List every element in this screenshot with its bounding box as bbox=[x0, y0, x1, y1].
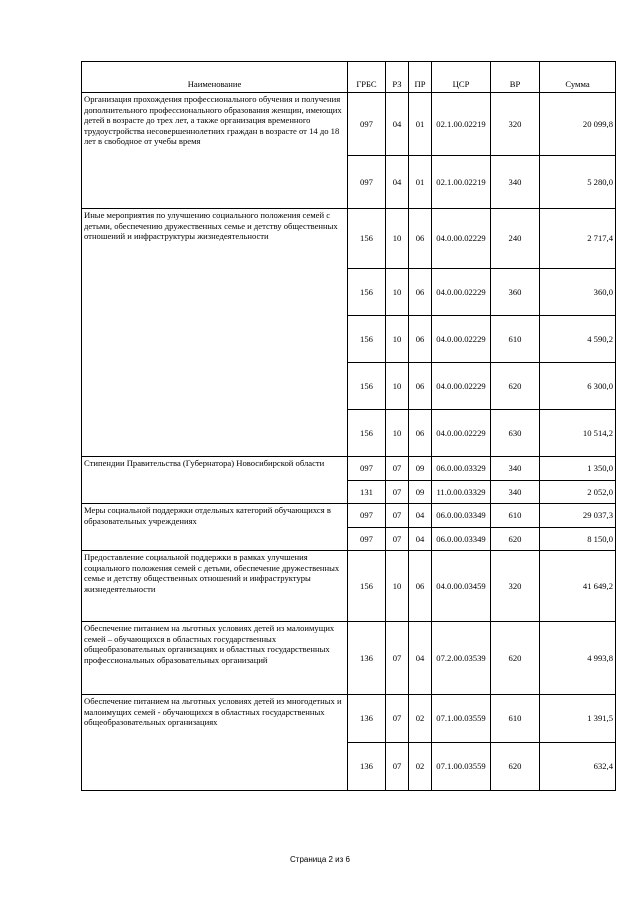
header-vr: ВР bbox=[491, 62, 540, 93]
cell-vr: 620 bbox=[491, 528, 540, 551]
cell-sum: 360,0 bbox=[540, 269, 616, 316]
cell-rz: 10 bbox=[386, 363, 409, 410]
cell-vr: 620 bbox=[491, 743, 540, 791]
cell-sum: 20 099,8 bbox=[540, 93, 616, 156]
cell-sum: 4 590,2 bbox=[540, 316, 616, 363]
cell-vr: 620 bbox=[491, 363, 540, 410]
cell-csr: 07.2.00.03539 bbox=[432, 622, 491, 695]
header-sum: Сумма bbox=[540, 62, 616, 93]
cell-sum: 1 391,5 bbox=[540, 695, 616, 743]
cell-sum: 1 350,0 bbox=[540, 457, 616, 481]
cell-sum: 632,4 bbox=[540, 743, 616, 791]
cell-grbs: 136 bbox=[348, 695, 386, 743]
cell-vr: 630 bbox=[491, 410, 540, 457]
cell-grbs: 136 bbox=[348, 743, 386, 791]
cell-pr: 09 bbox=[409, 457, 432, 481]
cell-pr: 04 bbox=[409, 528, 432, 551]
header-row bbox=[82, 62, 616, 93]
cell-grbs: 097 bbox=[348, 93, 386, 156]
row-name-cell: Стипендии Правительства (Губернатора) Новосибирской области bbox=[82, 457, 348, 504]
cell-pr: 06 bbox=[409, 363, 432, 410]
cell-pr: 06 bbox=[409, 410, 432, 457]
cell-grbs: 097 bbox=[348, 156, 386, 209]
cell-sum: 5 280,0 bbox=[540, 156, 616, 209]
cell-vr: 620 bbox=[491, 622, 540, 695]
cell-csr: 06.0.00.03329 bbox=[432, 457, 491, 481]
cell-rz: 10 bbox=[386, 316, 409, 363]
cell-vr: 320 bbox=[491, 551, 540, 622]
row-name-cell: Меры социальной поддержки отдельных категорий обучающихся в образовательных учреждениях bbox=[82, 504, 348, 551]
cell-rz: 10 bbox=[386, 551, 409, 622]
cell-sum: 41 649,2 bbox=[540, 551, 616, 622]
cell-rz: 07 bbox=[386, 457, 409, 481]
cell-csr: 06.0.00.03349 bbox=[432, 504, 491, 528]
cell-pr: 01 bbox=[409, 93, 432, 156]
cell-rz: 04 bbox=[386, 156, 409, 209]
cell-grbs: 156 bbox=[348, 551, 386, 622]
table-row bbox=[82, 551, 616, 622]
cell-vr: 610 bbox=[491, 695, 540, 743]
budget-table bbox=[81, 61, 616, 791]
cell-csr: 02.1.00.02219 bbox=[432, 93, 491, 156]
cell-sum: 10 514,2 bbox=[540, 410, 616, 457]
cell-grbs: 097 bbox=[348, 457, 386, 481]
cell-pr: 06 bbox=[409, 269, 432, 316]
header-name: Наименование bbox=[82, 62, 348, 93]
cell-grbs: 156 bbox=[348, 209, 386, 269]
cell-pr: 04 bbox=[409, 504, 432, 528]
row-name-cell: Организация прохождения профессионального обучения и получения дополнительного профессионального образования женщин, имеющих детей в возрасте до трех лет, а также организация временного трудоустройства несовершеннолетних граждан в возрасте от 14 до 18 лет в свободное от учебы время bbox=[82, 93, 348, 209]
table-body bbox=[82, 93, 616, 791]
cell-csr: 04.0.00.03459 bbox=[432, 551, 491, 622]
cell-pr: 02 bbox=[409, 743, 432, 791]
cell-pr: 06 bbox=[409, 551, 432, 622]
cell-pr: 04 bbox=[409, 622, 432, 695]
header-rz: РЗ bbox=[386, 62, 409, 93]
cell-pr: 02 bbox=[409, 695, 432, 743]
cell-rz: 07 bbox=[386, 743, 409, 791]
header-csr: ЦСР bbox=[432, 62, 491, 93]
cell-sum: 4 993,8 bbox=[540, 622, 616, 695]
cell-csr: 04.0.00.02229 bbox=[432, 209, 491, 269]
cell-vr: 340 bbox=[491, 481, 540, 504]
cell-csr: 07.1.00.03559 bbox=[432, 695, 491, 743]
cell-csr: 04.0.00.02229 bbox=[432, 410, 491, 457]
row-name-cell: Обеспечение питанием на льготных условиях детей из многодетных и малоимущих семей - обучающихся в областных государственных общеобразовательных организациях bbox=[82, 695, 348, 791]
table-header bbox=[82, 62, 616, 93]
cell-sum: 8 150,0 bbox=[540, 528, 616, 551]
cell-pr: 06 bbox=[409, 209, 432, 269]
cell-rz: 04 bbox=[386, 93, 409, 156]
cell-vr: 240 bbox=[491, 209, 540, 269]
header-grbs: ГРБС bbox=[348, 62, 386, 93]
table-row bbox=[82, 695, 616, 743]
cell-rz: 07 bbox=[386, 622, 409, 695]
cell-grbs: 131 bbox=[348, 481, 386, 504]
cell-grbs: 156 bbox=[348, 269, 386, 316]
table-row bbox=[82, 504, 616, 528]
cell-vr: 360 bbox=[491, 269, 540, 316]
cell-csr: 04.0.00.02229 bbox=[432, 363, 491, 410]
cell-csr: 02.1.00.02219 bbox=[432, 156, 491, 209]
cell-grbs: 156 bbox=[348, 316, 386, 363]
header-pr: ПР bbox=[409, 62, 432, 93]
cell-vr: 320 bbox=[491, 93, 540, 156]
cell-rz: 07 bbox=[386, 504, 409, 528]
table-row bbox=[82, 622, 616, 695]
cell-vr: 340 bbox=[491, 156, 540, 209]
cell-vr: 610 bbox=[491, 504, 540, 528]
cell-csr: 07.1.00.03559 bbox=[432, 743, 491, 791]
cell-pr: 06 bbox=[409, 316, 432, 363]
cell-csr: 06.0.00.03349 bbox=[432, 528, 491, 551]
cell-pr: 09 bbox=[409, 481, 432, 504]
cell-csr: 04.0.00.02229 bbox=[432, 316, 491, 363]
cell-grbs: 097 bbox=[348, 528, 386, 551]
cell-rz: 07 bbox=[386, 528, 409, 551]
cell-csr: 11.0.00.03329 bbox=[432, 481, 491, 504]
cell-rz: 10 bbox=[386, 410, 409, 457]
cell-rz: 07 bbox=[386, 481, 409, 504]
cell-pr: 01 bbox=[409, 156, 432, 209]
cell-sum: 29 037,3 bbox=[540, 504, 616, 528]
cell-sum: 6 300,0 bbox=[540, 363, 616, 410]
cell-vr: 610 bbox=[491, 316, 540, 363]
cell-sum: 2 717,4 bbox=[540, 209, 616, 269]
cell-grbs: 156 bbox=[348, 410, 386, 457]
cell-rz: 07 bbox=[386, 695, 409, 743]
cell-grbs: 136 bbox=[348, 622, 386, 695]
row-name-cell: Иные мероприятия по улучшению социального положения семей с детьми, обеспечению дружественных семье и детству общественных отношений и инфраструктуры жизнедеятельности bbox=[82, 209, 348, 457]
row-name-cell: Предоставление социальной поддержки в рамках улучшения социального положения семей с детьми, обеспечение дружественных семье и детству общественных отношений и инфраструктуры жизнедеятельности bbox=[82, 551, 348, 622]
table-row bbox=[82, 93, 616, 156]
cell-rz: 10 bbox=[386, 209, 409, 269]
cell-sum: 2 052,0 bbox=[540, 481, 616, 504]
table-row bbox=[82, 457, 616, 481]
row-name-cell: Обеспечение питанием на льготных условиях детей из малоимущих семей – обучающихся в областных государственных общеобразовательных организациях и областных государственных профессиональных образовательных организаций bbox=[82, 622, 348, 695]
page-footer: Страница 2 из 6 bbox=[290, 855, 350, 864]
cell-vr: 340 bbox=[491, 457, 540, 481]
cell-grbs: 156 bbox=[348, 363, 386, 410]
cell-rz: 10 bbox=[386, 269, 409, 316]
cell-csr: 04.0.00.02229 bbox=[432, 269, 491, 316]
table-row bbox=[82, 209, 616, 269]
cell-grbs: 097 bbox=[348, 504, 386, 528]
